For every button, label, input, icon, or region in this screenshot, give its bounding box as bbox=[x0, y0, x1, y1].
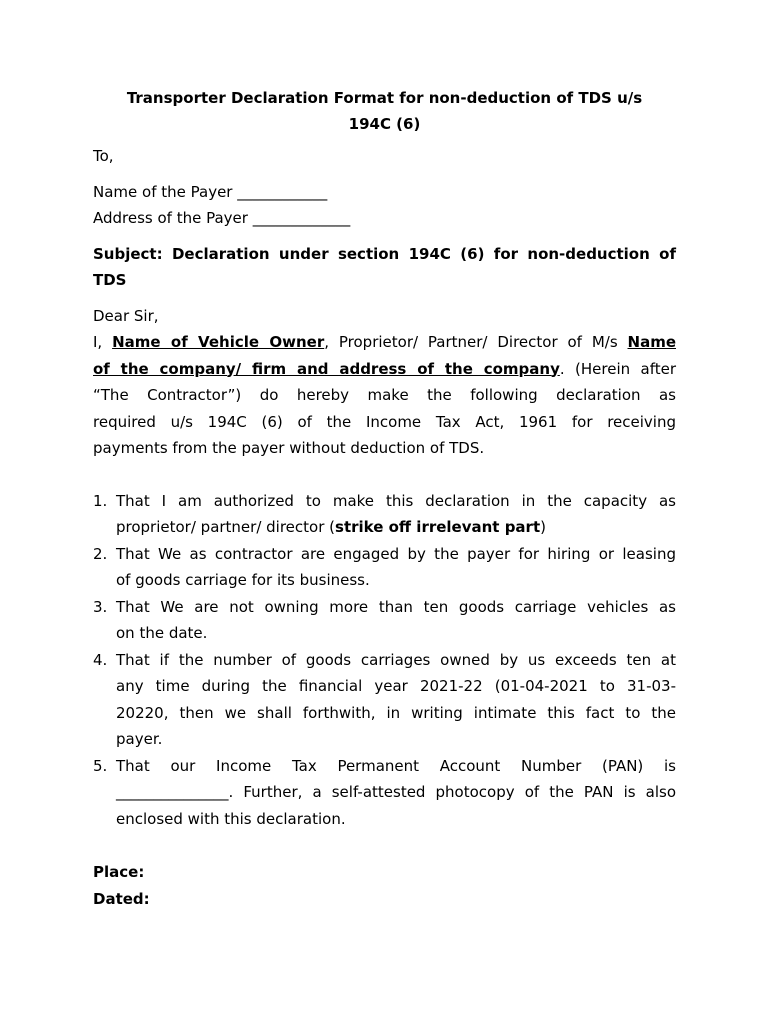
payer-block bbox=[93, 179, 676, 232]
list-item bbox=[93, 488, 676, 541]
payer-name-line: Name of the Payer ____________ bbox=[93, 182, 328, 201]
list-item-line: _______________. Further, a self-attested photocopy of the PAN is also bbox=[116, 783, 676, 801]
dated-label: Dated: bbox=[93, 889, 150, 908]
declaration-line-2 bbox=[93, 356, 676, 383]
list-item-line: of goods carriage for its business. bbox=[116, 571, 370, 589]
title-line-2: 194C (6) bbox=[348, 115, 421, 133]
list-item-line: enclosed with this declaration. bbox=[116, 809, 346, 828]
company-name-part-1: Name bbox=[627, 333, 676, 351]
list-item-line: That We are not owning more than ten goods carriage vehicles as bbox=[116, 597, 676, 616]
declaration-list bbox=[93, 488, 676, 833]
declaration-line-3: “The Contractor”) do hereby make the following declaration as bbox=[93, 386, 676, 404]
list-item bbox=[93, 594, 676, 647]
list-item-line: That We as contractor are engaged by the payer for hiring or leasing bbox=[116, 544, 676, 563]
strike-off-note: strike off irrelevant part bbox=[335, 518, 541, 536]
list-item-number: 2. bbox=[93, 544, 108, 563]
declaration-line-4: required u/s 194C (6) of the Income Tax Act, 1961 for receiving bbox=[93, 412, 676, 431]
list-item-line: any time during the financial year 2021-22 (01-04-2021 to 31-03- bbox=[116, 677, 676, 695]
list-item bbox=[93, 753, 676, 833]
company-name-part-2: of the company/ firm and address of the company bbox=[93, 359, 560, 378]
list-item-text: proprietor/ partner/ director ( bbox=[116, 518, 336, 536]
list-item-line: That our Income Tax Permanent Account Number (PAN) is bbox=[116, 756, 676, 775]
vehicle-owner-name: Name of Vehicle Owner bbox=[112, 333, 325, 351]
list-item-line: 20220, then we shall forthwith, in writing intimate this fact to the bbox=[116, 703, 676, 722]
list-item-line: That if the number of goods carriages owned by us exceeds ten at bbox=[116, 650, 676, 669]
list-item-number: 1. bbox=[93, 491, 108, 510]
to-line: To, bbox=[93, 147, 114, 165]
payer-address-line: Address of the Payer _____________ bbox=[93, 209, 351, 227]
declaration-prefix: I, bbox=[93, 333, 113, 351]
declaration-line-1 bbox=[93, 329, 676, 356]
list-item-number: 3. bbox=[93, 597, 108, 616]
title-line-1: Transporter Declaration Format for non-deduction of TDS u/s bbox=[126, 89, 643, 107]
list-item bbox=[93, 541, 676, 594]
list-item-line: payer. bbox=[116, 730, 163, 748]
declaration-paragraph bbox=[93, 329, 676, 462]
place-label: Place: bbox=[93, 863, 145, 881]
list-item bbox=[93, 647, 676, 753]
subject-line: Subject: Declaration under section 194C (6) for non-deduction of TDS bbox=[93, 244, 676, 289]
list-item-text: ) bbox=[540, 518, 546, 536]
list-item-number: 5. bbox=[93, 756, 108, 775]
salutation: Dear Sir, bbox=[93, 306, 159, 325]
list-item-number: 4. bbox=[93, 650, 108, 669]
document-title bbox=[93, 85, 676, 137]
list-item-line bbox=[116, 514, 676, 541]
declaration-line-5: payments from the payer without deduction of TDS. bbox=[93, 439, 485, 457]
list-item-line: That I am authorized to make this declaration in the capacity as bbox=[116, 491, 676, 510]
declaration-middle: , Proprietor/ Partner/ Director of M/s bbox=[324, 333, 628, 351]
declaration-after-company: . (Herein after bbox=[559, 359, 676, 378]
place-date-block bbox=[93, 859, 676, 912]
list-item-line: on the date. bbox=[116, 624, 208, 642]
